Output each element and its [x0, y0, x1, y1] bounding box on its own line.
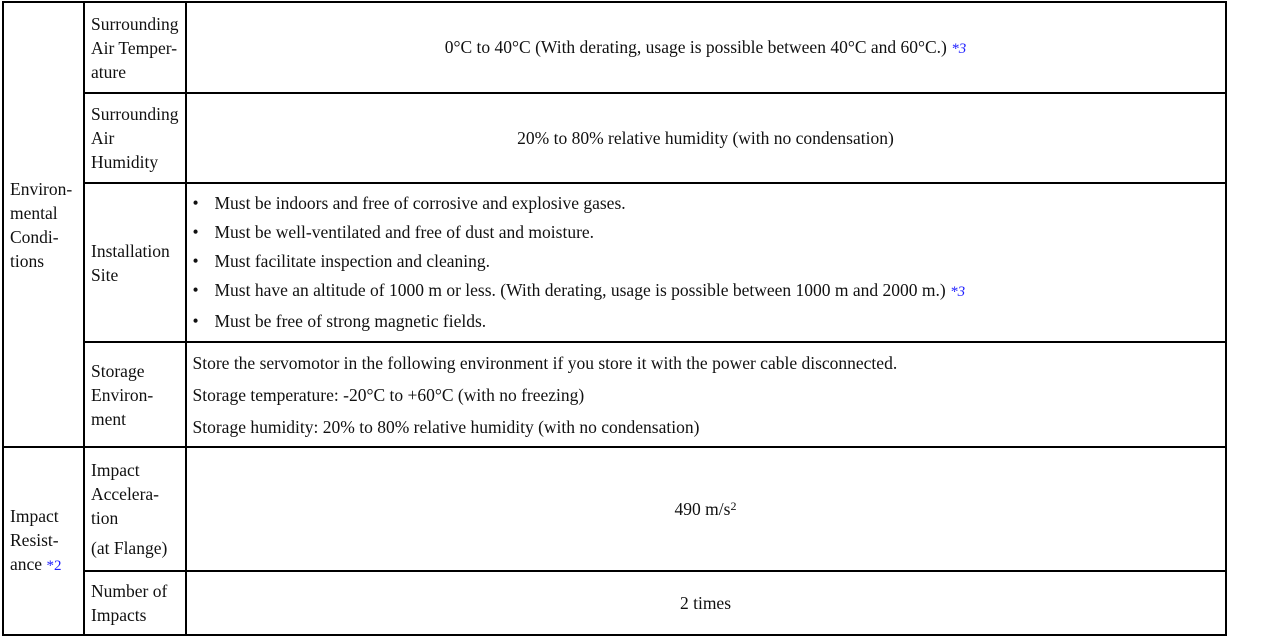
- altitude-text: Must have an altitude of 1000 m or less. (With derating, usage is possible between 1000 m and 2000 m.): [214, 280, 946, 300]
- row-value-number-of-impacts: 2 times: [186, 571, 1226, 635]
- footnote-link-3[interactable]: *3: [950, 284, 966, 300]
- storage-line: Storage temperature: -20°C to +60°C (with no freezing): [192, 384, 585, 405]
- row-label-storage-environment: Storage Environ- ment: [84, 342, 186, 447]
- table-row: [3, 93, 1226, 183]
- table-row: [3, 183, 1226, 342]
- list-item: • Must be free of strong magnetic fields.: [193, 307, 1219, 336]
- impact-resistance-label: Impact Resist- ance: [10, 506, 59, 574]
- table-row: [3, 447, 1226, 571]
- row-label-number-of-impacts: Number of Impacts: [84, 571, 186, 635]
- row-label-installation-site: Installation Site: [84, 183, 186, 342]
- air-temperature-text: 0°C to 40°C (With derating, usage is possible between 40°C and 60°C.): [444, 36, 947, 57]
- row-label-air-temperature: Surrounding Air Temper- ature: [84, 2, 186, 93]
- row-label-impact-acceleration: [84, 447, 186, 571]
- footnote-link-2[interactable]: *2: [46, 558, 62, 574]
- row-value-air-temperature: [186, 2, 1226, 93]
- impact-acceleration-value: 490 m/s: [674, 499, 731, 519]
- list-item: [193, 276, 1219, 307]
- row-value-impact-acceleration: [186, 447, 1226, 571]
- impact-acceleration-label: Impact Accelera- tion: [91, 460, 159, 528]
- list-item: • Must facilitate inspection and cleaning.: [193, 247, 1219, 276]
- table-row: [3, 2, 1226, 93]
- row-value-air-humidity: 20% to 80% relative humidity (with no condensation): [186, 93, 1226, 183]
- spec-table: [2, 1, 1227, 636]
- list-item: • Must be indoors and free of corrosive and explosive gases.: [193, 189, 1219, 218]
- storage-line: Storage humidity: 20% to 80% relative humidity (with no condensation): [192, 416, 700, 437]
- table-row: [3, 342, 1226, 447]
- superscript-exponent: 2: [730, 499, 737, 513]
- installation-bullet-list: [193, 189, 1219, 336]
- footnote-link-3[interactable]: *3: [951, 40, 967, 57]
- list-item: • Must be well-ventilated and free of dust and moisture.: [193, 218, 1219, 247]
- group-environmental-conditions: Environ- mental Condi- tions: [3, 2, 84, 447]
- row-value-storage-environment: [186, 342, 1226, 447]
- table-row: [3, 571, 1226, 635]
- storage-line: Store the servomotor in the following environment if you store it with the power cable disconnected.: [192, 352, 898, 373]
- group-impact-resistance: [3, 447, 84, 635]
- impact-acceleration-sublabel: (at Flange): [91, 538, 168, 558]
- row-value-installation-site: [186, 183, 1226, 342]
- row-label-air-humidity: Surrounding Air Humidity: [84, 93, 186, 183]
